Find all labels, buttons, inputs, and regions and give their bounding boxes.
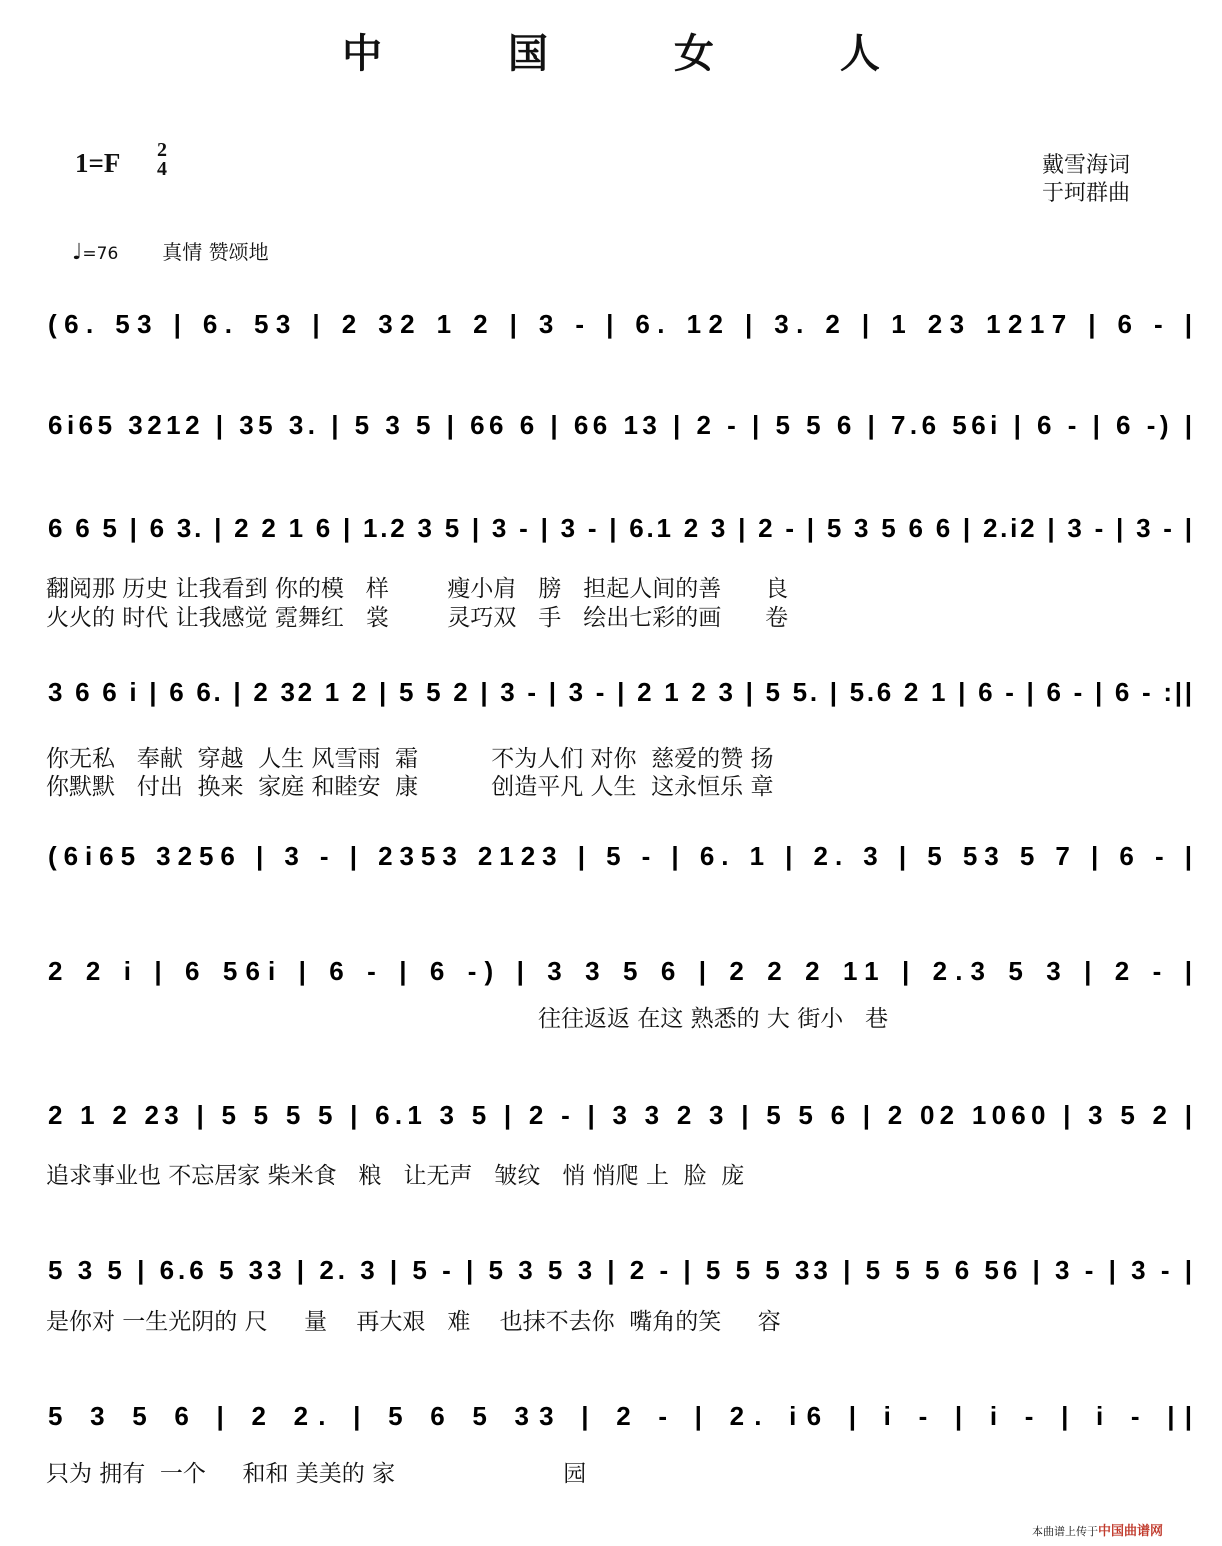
- lyric-line-6: 只为 拥有 一个 和和 美美的 家 园: [46, 1461, 587, 1487]
- meter-bottom: 4: [157, 158, 167, 180]
- score-line: 2 1 2 23 | 5 5 5 5 | 6.1 3 5 | 2 - | 3 3 2 3 | 5 5 6 | 2 02 1060 | 3 5 2 |: [48, 1100, 1192, 1130]
- score-line: 6 6 5 | 6 3. | 2 2 1 6 | 1.2 3 5 | 3 - | 3 - | 6.1 2 3 | 2 - | 5 3 5 6 6 | 2.i2 | 3 - | 3 - |: [48, 513, 1192, 543]
- lyric-line-4: 追求事业也 不忘居家 柴米食 粮 让无声 皱纹 悄 悄爬 上 脸 庞: [46, 1163, 745, 1189]
- score-line: 5 3 5 | 6.6 5 33 | 2. 3 | 5 - | 5 3 5 3 | 2 - | 5 5 5 33 | 5 5 5 6 56 | 3 - | 3 - |: [48, 1255, 1192, 1285]
- lyric-line-3: 往往返返 在这 熟悉的 大 街小 巷: [538, 1006, 889, 1032]
- song-title: 中 国 女 人: [342, 31, 936, 77]
- lyricist: 戴雪海词: [1042, 153, 1131, 178]
- score-line: 5 3 5 6 | 2 2. | 5 6 5 33 | 2 - | 2. i6 | i - | i - | i - ||: [48, 1401, 1193, 1431]
- lyric-line-5: 是你对 一生光阴的 尺 量 再大艰 难 也抹不去你 嘴角的笑 容: [46, 1309, 781, 1335]
- lyric-line-1a: 翻阅那 历史 让我看到 你的模 样 瘦小肩 膀 担起人间的善 良: [46, 576, 789, 602]
- score-line: 2 2 i | 6 56i | 6 - | 6 -) | 3 3 5 6 | 2 2 2 11 | 2.3 5 3 | 2 - |: [48, 956, 1192, 986]
- expression-marking: 真情 赞颂地: [162, 240, 269, 264]
- footer-credit: [1032, 1520, 1163, 1539]
- score-line: (6i65 3256 | 3 - | 2353 2123 | 5 - | 6. 1 | 2. 3 | 5 53 5 7 | 6 - |: [48, 841, 1192, 871]
- lyric-line-2a: 你无私 奉献 穿越 人生 风雪雨 霜 不为人们 对你 慈爱的赞 扬: [46, 746, 774, 772]
- score-line: 3 6 6 i | 6 6. | 2 32 1 2 | 5 5 2 | 3 - | 3 - | 2 1 2 3 | 5 5. | 5.6 2 1 | 6 - | 6 - | 6 - :||: [48, 677, 1193, 707]
- score-line: 6i65 3212 | 35 3. | 5 3 5 | 66 6 | 66 13 | 2 - | 5 5 6 | 7.6 56i | 6 - | 6 -) |: [48, 410, 1192, 440]
- quarter-note-icon: ♩: [72, 240, 83, 265]
- composer: 于珂群曲: [1042, 181, 1131, 206]
- lyric-line-1b: 火火的 时代 让我感觉 霓舞红 裳 灵巧双 手 绘出七彩的画 卷: [46, 605, 789, 631]
- meter-top: 2: [157, 139, 167, 161]
- key-signature: 1=F: [75, 148, 121, 178]
- score-line: (6. 53 | 6. 53 | 2 32 1 2 | 3 - | 6. 12 | 3. 2 | 1 23 1217 | 6 - |: [48, 309, 1192, 339]
- lyric-line-2b: 你默默 付出 换来 家庭 和睦安 康 创造平凡 人生 这永恒乐 章: [46, 774, 774, 800]
- site-logo: 中国曲谱网: [1098, 1524, 1164, 1539]
- footer-text: 本曲谱上传于: [1032, 1525, 1098, 1538]
- tempo-value: =76: [82, 244, 119, 264]
